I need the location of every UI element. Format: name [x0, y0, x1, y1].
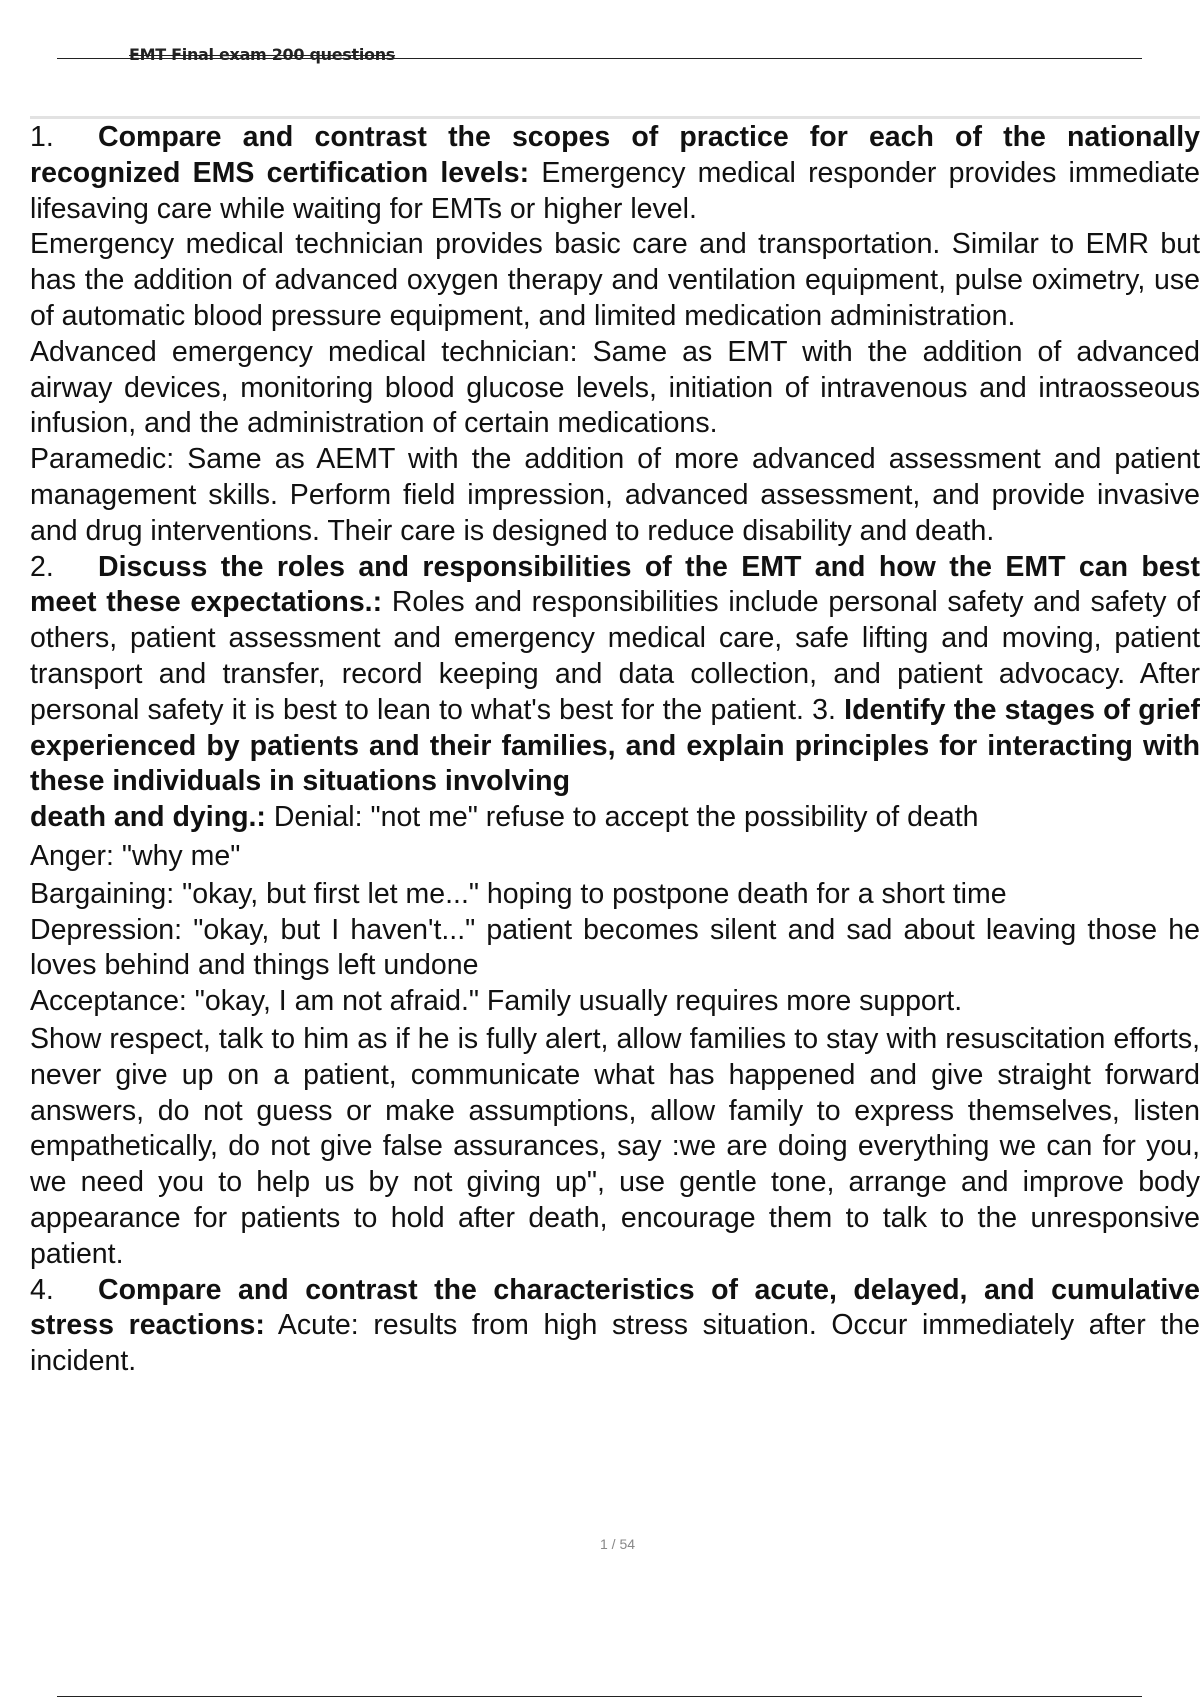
question-number: 4.: [30, 1273, 54, 1306]
document-body: [30, 120, 1200, 1380]
question-3-number: 3.: [812, 693, 836, 726]
grief-denial: Denial: "not me" refuse to accept the possibility of death: [273, 801, 979, 834]
question-4: [30, 1273, 1200, 1380]
running-header: [57, 45, 1142, 64]
answer-1-paramedic: Paramedic: Same as AEMT with the addition of more advanced assessment and patient management skills. Perform field impression, advanced assessment, and provide invasive and drug interventions. Their care is designed to reduce disability and death.: [30, 443, 1200, 547]
question-3-continued: [30, 800, 1200, 836]
grief-anger: Anger: "why me": [30, 839, 241, 872]
question-number: 2.: [30, 550, 54, 583]
question-2-text: Discuss the roles and responsibilities of the EMT and how the EMT can best meet these expectations.:: [30, 550, 1200, 619]
grief-principles: Show respect, talk to him as if he is fully alert, allow families to stay with resuscitation efforts, never give up on a patient, communicate what has happened and give straight forward answers, do not guess or make assumptions, allow family to express themselves, listen empathetically, do not give false assurances, say :we are doing everything we can for you, we need you to help us by not giving up", use gentle tone, arrange and improve body appearance for patients to hold after death, encourage them to talk to the unresponsive patient.: [30, 1022, 1200, 1270]
grief-acceptance: Acceptance: "okay, I am not afraid." Family usually requires more support.: [30, 985, 963, 1018]
page-number: 1 / 54: [599, 1536, 636, 1552]
question-number: 1.: [30, 121, 54, 153]
question-3-text-end: death and dying.:: [30, 801, 266, 834]
question-2: [30, 550, 1200, 801]
answer-1-emt: Emergency medical technician provides basic care and transportation. Similar to EMR but has the addition of advanced oxygen therapy and ventilation equipment, pulse oximetry, use of automatic blood pressure equipment, and limited medication administration.: [30, 228, 1200, 332]
grief-bargaining: Bargaining: "okay, but first let me..." hoping to postpone death for a short time: [30, 877, 1007, 910]
header-divider: [30, 116, 1200, 119]
question-1: [30, 120, 1200, 227]
question-3-text: Identify the stages of grief experienced by patients and their families, and explain principles for interacting with these individuals in situations involving: [30, 693, 1200, 798]
footer-divider: [57, 1696, 1142, 1697]
answer-2: Roles and responsibilities include personal safety and safety of others, patient assessment and emergency medical care, safe lifting and moving, patient transport and transfer, record keeping and data collection, and patient advocacy. After personal safety it is best to lean to what's best for the patient.: [30, 586, 1200, 726]
answer-4: Acute: results from high stress situation. Occur immediately after the incident.: [30, 1309, 1200, 1378]
question-4-text: Compare and contrast the characteristics of acute, delayed, and cumulative stress reactions:: [30, 1273, 1200, 1342]
grief-depression: Depression: "okay, but I haven't..." patient becomes silent and sad about leaving those he loves behind and things left undone: [30, 913, 1200, 982]
answer-1-emr: Emergency medical responder provides immediate lifesaving care while waiting for EMTs or higher level.: [30, 156, 1200, 225]
question-1-text: Compare and contrast the scopes of practice for each of the nationally recognized EMS certification levels:: [30, 121, 1200, 189]
document-title: EMT Final exam 200 questions: [129, 45, 396, 64]
answer-1-aemt: Advanced emergency medical technician: Same as EMT with the addition of advanced airway devices, monitoring blood glucose levels, initiation of intravenous and intraosseous infusion, and the administration of certain medications.: [30, 335, 1200, 440]
